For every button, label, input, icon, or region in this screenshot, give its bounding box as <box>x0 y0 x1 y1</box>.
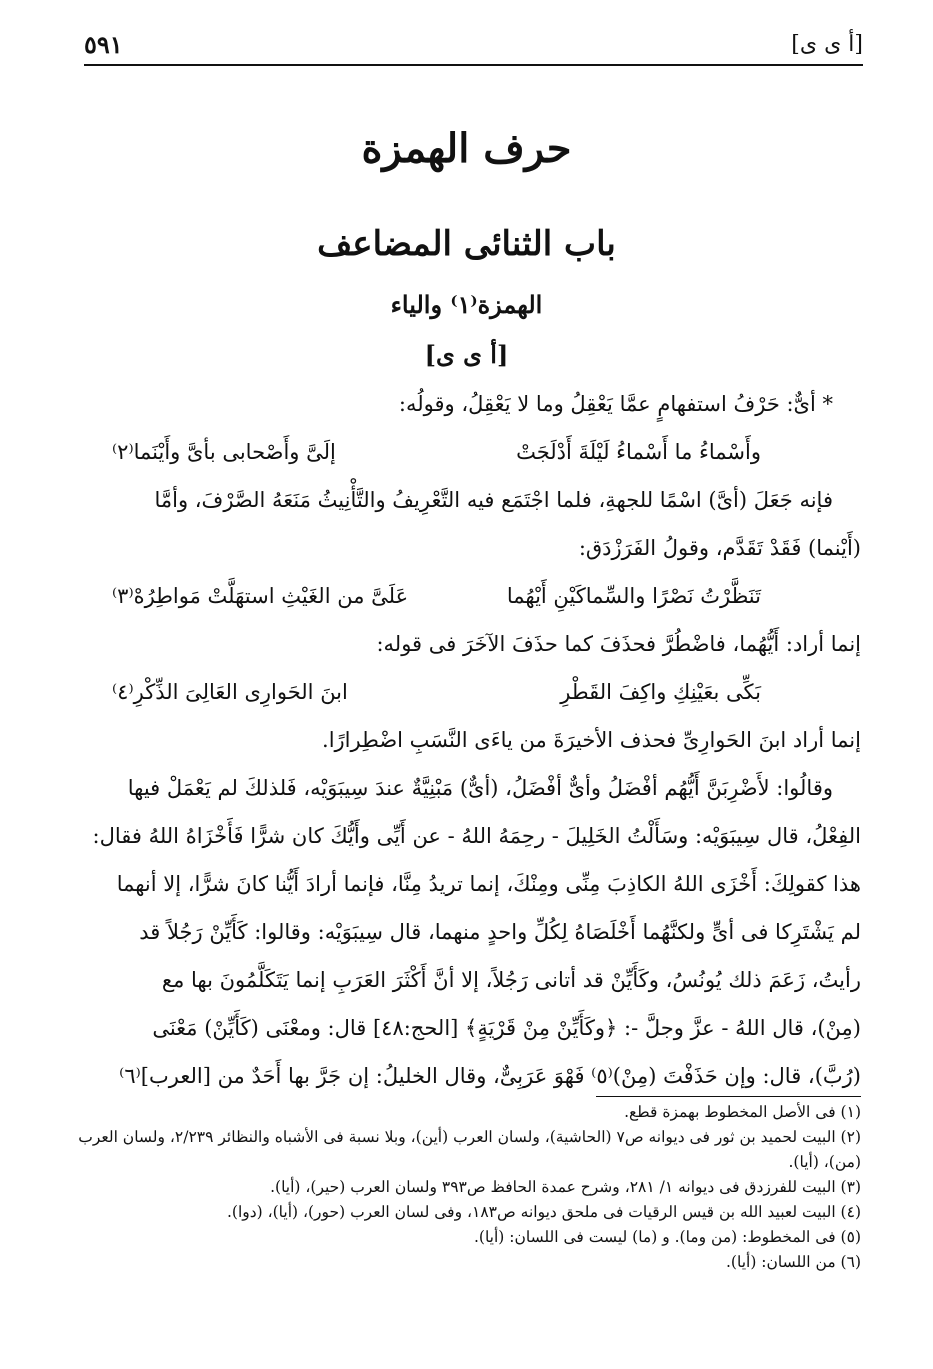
running-header <box>84 30 863 64</box>
verse-first-hemistich: تَنَظَّرْتُ نَصْرًا والسِّماكَيْنِ أَيْهُما <box>506 584 761 608</box>
body-line: (مِنْ)، قال اللهُ - عزَّ وجلَّ -: ﴿وكَأَيِّنْ مِنْ قَرْيَةٍ﴾ [الحج:٤٨] قال: ومعْنَى (كَأَيِّنْ) مَعْنَى <box>152 1016 861 1040</box>
page-number: ٥٩١ <box>84 30 123 59</box>
footnote: (٢) البيت لحميد بن ثور فى ديوانه ص٧ (الحاشية)، ولسان العرب (أين)، وبلا نسبة فى الأشباه والنظائر ٢/٢٣٩، ولسان العرب (من)، (أيا). <box>78 1128 861 1171</box>
main-text <box>72 380 861 1100</box>
section-heading: الهمزة⁽١⁾ والياء <box>390 290 543 319</box>
body-line: هذا كقولِكَ: أَخْزَى اللهُ الكاذِبَ مِنِّى ومِنْكَ، إنما تريدُ مِنَّا، فإنما أرادَ أَيُّنا كانَ شرًّا، إلا أنهما <box>116 872 861 896</box>
body-line: (رُبَّ)، قال: وإن حَذَفْتَ (مِنْ)⁽٥⁾ فَهْوَ عَرَبِىٌّ، وقال الخليلُ: إن جَرَّ بها أَحَدٌ من [العرب]⁽٦⁾ <box>119 1064 861 1088</box>
header-root-label: [أ ى ى] <box>791 32 863 57</box>
verse-second-hemistich: ابنَ الحَوارِى العَالِىَ الذِّكْرِ⁽٤⁾ <box>112 680 348 704</box>
footnote: (٥) فى المخطوط: (من وما). و (ما) ليست فى اللسان: (أيا). <box>473 1228 861 1246</box>
footnotes <box>72 1100 861 1275</box>
verse-line <box>72 428 861 476</box>
footnote: (٤) البيت لعبيد الله بن قيس الرقيات فى ملحق ديوانه ص١٨٣، وفى لسان العرب (حور)، (أيا)، (دوا). <box>226 1203 861 1221</box>
verse-line <box>72 572 861 620</box>
body-line: رأيتُ، زَعَمَ ذلك يُونُسُ، وكَأَيِّنْ قد أتانى رَجُلاً، إلا أنَّ أَكْثَرَ العَرَبِ إنما يَتَكَلَّمُونَ بها مع <box>161 968 861 992</box>
footnote: (١) فى الأصل المخطوط بهمزة قطع. <box>624 1103 861 1121</box>
header-rule <box>84 64 863 66</box>
footnote: (٦) من اللسان: (أيا). <box>726 1253 861 1271</box>
body-line: إنما أراد ابنَ الحَوارِىِّ فحذف الأخيرَةَ من ياءَى النَّسَبِ اضْطِرارًا. <box>322 728 861 752</box>
body-line: فإنه جَعَلَ (أىَّ) اسْمًا للجهةِ، فلما اجْتَمَع فيه التَّعْرِيفُ والتَّأْنِيثُ مَنَعَهُ الصَّرْفَ، وأمَّا <box>154 488 833 512</box>
body-line: (أَيْنما) فَقَدْ تَقَدَّم، وقولُ الفَرَزْدَق: <box>578 536 861 560</box>
chapter-subtitle: باب الثنائى المضاعف <box>317 224 616 264</box>
body-line: وقالُوا: لأَضْرِبَنَّ أَيُّهُم أفْضَلُ وأىٌّ أفْضَلُ، (أىٌّ) مَبْنِيَّةٌ عندَ سِيبَوَيْه، فَلذلكَ لم يَعْمَلْ فيها <box>127 776 833 800</box>
body-line: * أىٌّ: حَرْفُ استفهامٍ عمَّا يَعْقِلُ وما لا يَعْقِلُ، وقولُه: <box>398 392 833 416</box>
root-heading: [أ ى ى] <box>424 340 509 369</box>
body-line: لم يَشْتَرِكا فى أىٍّ ولكنَّهُما أَخْلَصَاهُ لِكُلِّ واحدٍ منهما، قال سِيبَوَيْه: وقالوا: كَأَيِّنْ رَجُلاً قد <box>139 920 861 944</box>
verse-first-hemistich: وأَسْماءُ ما أَسْماءُ لَيْلَةَ أَدْلَجَتْ <box>516 440 761 464</box>
verse-second-hemistich: عَلَىَّ من الغَيْثِ استهَلَّتْ مَواطِرُهْ⁽٣⁾ <box>112 584 409 608</box>
footnote-separator <box>596 1096 861 1097</box>
body-line: الفِعْلُ، قال سِيبَوَيْه: وسَأَلْتُ الخَلِيلَ - رحِمَهُ اللهُ - عن أَيِّى وأَيُّكَ كان شرًّا فَأَخْزَاهُ اللهُ فقال: <box>92 824 861 848</box>
chapter-title: حرف الهمزة <box>361 125 572 172</box>
footnote: (٣) البيت للفرزدق فى ديوانه ١/ ٢٨١، وشرح عمدة الحافظ ص٣٩٣ ولسان العرب (حير)، (أيا). <box>270 1178 861 1196</box>
verse-first-hemistich: بَكِّى بعَيْنِكِ واكِفَ القَطْرِ <box>560 680 761 704</box>
verse-line <box>72 668 861 716</box>
verse-second-hemistich: إلَىَّ وأَصْحابى بأىَّ وأَيْنَما⁽٢⁾ <box>112 440 336 464</box>
body-line: إنما أراد: أَيُّهُما، فاضْطُرَّ فحذَفَ كما حذَفَ الآخَرَ فى قوله: <box>376 632 861 656</box>
